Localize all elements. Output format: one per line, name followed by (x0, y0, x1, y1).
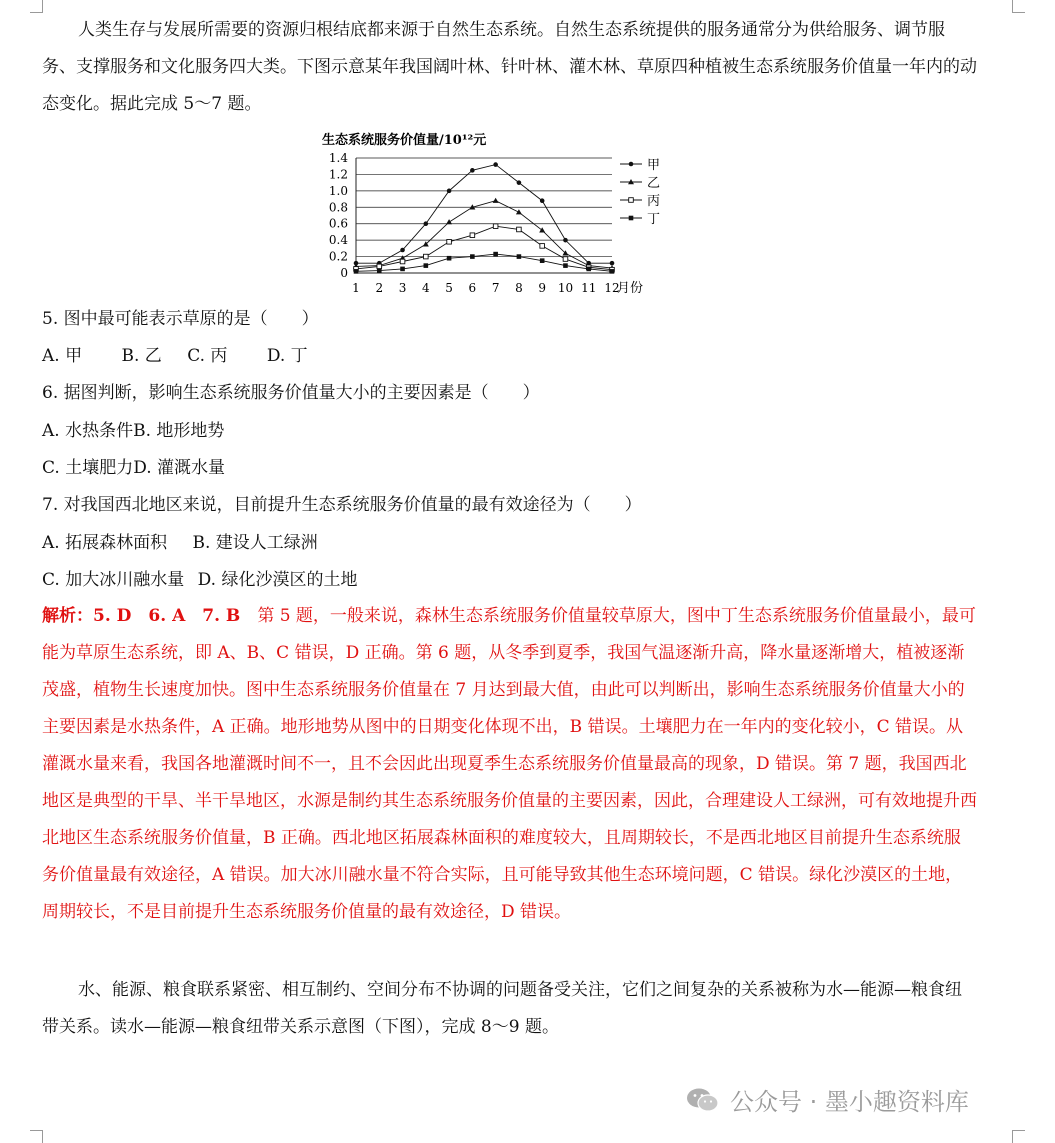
chart-series (353, 162, 615, 273)
data-point (470, 168, 475, 173)
series-2 (353, 198, 615, 271)
series-line (356, 201, 612, 268)
data-point (563, 263, 568, 268)
x-axis-label: 月份 (617, 281, 644, 296)
q7-option-d: D. 绿化沙漠区的土地 (197, 570, 358, 590)
x-tick-label: 12 (604, 281, 620, 295)
data-point (400, 248, 405, 253)
data-point (586, 267, 591, 272)
data-point (377, 264, 382, 269)
legend-label: 乙 (647, 176, 661, 191)
data-point (517, 254, 522, 259)
data-point (539, 227, 545, 232)
watermark (686, 1082, 969, 1117)
q5-options (42, 344, 308, 368)
data-point (517, 180, 522, 185)
data-point (493, 162, 498, 167)
data-point (540, 198, 545, 203)
data-point (400, 259, 405, 264)
analysis-paragraph (42, 598, 977, 931)
wechat-icon (686, 1087, 720, 1113)
x-tick-label: 7 (491, 281, 500, 295)
data-point (470, 233, 475, 238)
q7-option-b: B. 建设人工绿洲 (192, 533, 318, 553)
x-tick-label: 9 (538, 281, 547, 295)
data-point (610, 269, 615, 274)
data-point (377, 268, 382, 273)
y-tick-label: 0.8 (328, 200, 348, 215)
y-tick-label: 0.6 (328, 216, 348, 231)
y-tick-label: 0 (340, 266, 348, 280)
y-tick-label: 0.2 (328, 249, 348, 264)
data-point (540, 258, 545, 263)
q7-option-c: C. 加大冰川融水量 (42, 570, 185, 590)
series-1 (354, 162, 615, 265)
legend-label: 丙 (647, 194, 661, 209)
y-tick-label: 1.2 (328, 167, 348, 182)
q7-options-ab (42, 531, 318, 555)
q6-options-ab: A. 水热条件B. 地形地势 (42, 421, 225, 441)
service-value-chart (312, 128, 672, 300)
q5-stem: 5. 图中最可能表示草原的是（ ） (42, 309, 319, 329)
watermark-text: 公众号 · 墨小趣资料库 (730, 1088, 969, 1116)
data-point (563, 257, 568, 262)
analysis-answers: 5. D 6. A 7. B (93, 606, 241, 626)
data-point (629, 162, 634, 167)
series-line (356, 165, 612, 264)
data-point (447, 256, 452, 261)
q5-option-c: C. 丙 (187, 346, 228, 366)
q7-options-cd (42, 568, 357, 592)
data-point (610, 261, 615, 266)
data-point (493, 198, 499, 203)
page-corner-mark (1012, 1130, 1025, 1143)
q5-option-a: A. 甲 (42, 346, 83, 366)
data-point (470, 254, 475, 259)
y-axis-ticks (329, 151, 348, 280)
x-tick-label: 1 (352, 281, 360, 295)
series-3 (354, 224, 615, 272)
data-point (424, 263, 429, 268)
q5-option-d: D. 丁 (266, 346, 308, 366)
legend-label: 甲 (647, 158, 661, 173)
data-point (540, 244, 545, 249)
y-tick-label: 1.0 (328, 183, 348, 198)
q6-options-cd: C. 土壤肥力D. 灌溉水量 (42, 458, 226, 478)
x-tick-label: 3 (398, 281, 407, 295)
x-tick-label: 5 (445, 281, 453, 295)
page-corner-mark (30, 1130, 43, 1143)
data-point (563, 238, 568, 243)
data-point (629, 198, 634, 203)
analysis-text: 第 5 题，一般来说，森林生态系统服务价值量较草原大，图中丁生态系统服务价值量最小，最可能为草原生态系统，即 A、B、C 错误，D 正确。第 6 题，从冬季到夏季，我国气温逐渐升高，降水量逐渐增大，植被逐渐茂盛，植物生长速度加快。图中生态系统服务价值量在 7 月达到最大值，由此可以判断出，影响生态系统服务价值量大小的主要因素是水热条件，A 正确。地形地势从图中的日期变化体现不出，B 错误。土壤肥力在一年内的变化较小，C 错误。从灌溉水量来看，我国各地灌溉时间不一，且不会因此出现夏季生态系统服务价值量最高的现象，D 错误。第 7 题，我国西北地区是典型的干旱、半干旱地区，水源是制约其生态系统服务价值量的主要因素，因此，合理建设人工绿洲，可有效地提升西北地区生态系统服务价值量，B 正确。西北地区拓展森林面积的难度较大，且周期较长，不是西北地区目前提升生态系统服务价值量最有效途径，A 错误。加大冰川融水量不符合实际，且可能导致其他生态环境问题，C 错误。绿化沙漠区的土地，周期较长，不是目前提升生态系统服务价值量的最有效途径，D 错误。 (42, 606, 977, 922)
page-corner-mark (1012, 0, 1025, 13)
data-point (447, 239, 452, 244)
data-point (400, 267, 405, 272)
data-point (424, 254, 429, 259)
x-tick-label: 8 (515, 281, 523, 295)
data-point (517, 227, 522, 232)
data-point (516, 209, 522, 214)
outro-paragraph: 水、能源、粮食联系紧密、相互制约、空间分布不协调的问题备受关注，它们之间复杂的关系被称为水—能源—粮食纽带关系。读水—能源—粮食纽带关系示意图（下图），完成 8～9 题。 (42, 980, 962, 1037)
x-axis-ticks (352, 281, 619, 295)
data-point (447, 189, 452, 194)
x-tick-label: 4 (421, 281, 430, 295)
x-tick-label: 6 (468, 281, 477, 295)
x-tick-label: 2 (375, 281, 384, 295)
data-point (446, 219, 452, 224)
q7-option-a: A. 拓展森林面积 (42, 533, 168, 553)
q5-option-b: B. 乙 (121, 346, 162, 366)
q7-stem: 7. 对我国西北地区来说，目前提升生态系统服务价值量的最有效途径为（ ） (42, 495, 642, 515)
data-point (629, 216, 634, 221)
chart-title: 生态系统服务价值量/10¹²元 (322, 133, 487, 148)
intro-paragraph: 人类生存与发展所需要的资源归根结底都来源于自然生态系统。自然生态系统提供的服务通常分为供给服务、调节服务、支撑服务和文化服务四大类。下图示意某年我国阔叶林、针叶林、灌木林、草原四种植被生态系统服务价值量一年内的动态变化。据此完成 5～7 题。 (42, 20, 977, 114)
y-tick-label: 1.4 (328, 151, 348, 165)
data-point (493, 224, 498, 229)
data-point (493, 252, 498, 257)
data-point (424, 221, 429, 226)
q6-stem: 6. 据图判断，影响生态系统服务价值量大小的主要因素是（ ） (42, 383, 540, 403)
data-point (354, 269, 359, 274)
y-tick-label: 0.4 (328, 233, 348, 248)
chart-legend (620, 158, 660, 227)
x-tick-label: 11 (581, 281, 597, 295)
legend-label: 丁 (647, 212, 661, 227)
analysis-label: 解析： (42, 606, 93, 626)
x-tick-label: 10 (557, 281, 574, 295)
